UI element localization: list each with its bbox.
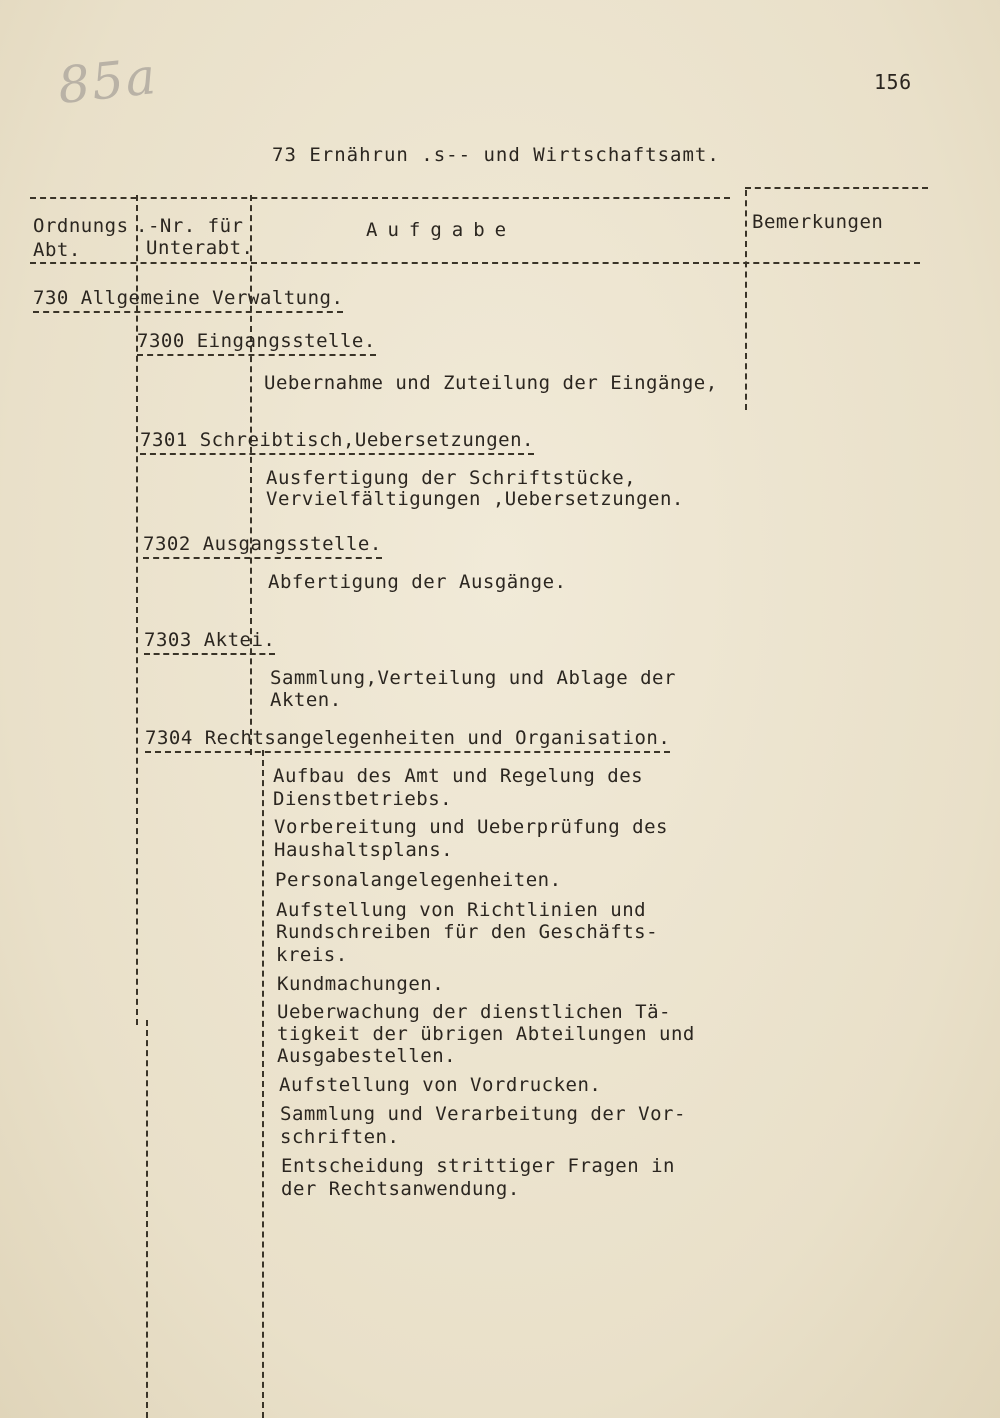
task-line: Vorbereitung und Ueberprüfung des <box>274 816 668 838</box>
page-title: 73 Ernährun .s-- und Wirtschaftsamt. <box>272 144 720 166</box>
handwritten-note: 85a <box>55 46 161 116</box>
task-line: Rundschreiben für den Geschäfts- <box>276 921 659 943</box>
task-line: schriften. <box>280 1126 400 1148</box>
column-divider-2 <box>250 195 252 755</box>
task-line: Aufstellung von Vordrucken. <box>279 1074 602 1096</box>
entry-description: Vervielfältigungen ,Uebersetzungen. <box>266 488 684 510</box>
entry-code: 7301 Schreibtisch,Uebersetzungen. <box>140 428 534 452</box>
task-line: Kundmachungen. <box>277 973 445 995</box>
header-col1-line2: Abt. <box>33 239 81 261</box>
header-col2-line1: .-Nr. für <box>136 215 244 237</box>
column-divider-3 <box>745 190 747 410</box>
entry-code: 7300 Eingangsstelle. <box>137 329 376 353</box>
task-line: Sammlung und Verarbeitung der Vor- <box>280 1103 686 1125</box>
entry-description: Ausfertigung der Schriftstücke, <box>266 467 637 489</box>
table-top-rule-right <box>745 187 928 189</box>
header-bottom-rule <box>30 262 920 264</box>
task-line: Ueberwachung der dienstlichen Tä- <box>277 1001 671 1023</box>
section-heading: 730 Allgemeine Verwaltung. <box>33 286 343 310</box>
entry-code: 7302 Ausgangsstelle. <box>143 532 382 556</box>
task-line: kreis. <box>276 944 348 966</box>
task-line: der Rechtsanwendung. <box>281 1178 520 1200</box>
entry-description: Sammlung,Verteilung und Ablage der <box>270 667 676 689</box>
entry-description: Akten. <box>270 689 342 711</box>
column-divider-1 <box>136 195 138 1025</box>
entry-description: Abfertigung der Ausgänge. <box>268 571 567 593</box>
task-line: Ausgabestellen. <box>277 1045 457 1067</box>
header-col3: Aufgabe <box>366 219 517 241</box>
task-line: Haushaltsplans. <box>274 839 454 861</box>
task-line: Personalangelegenheiten. <box>275 869 562 891</box>
table-top-rule <box>30 197 730 199</box>
header-col4: Bemerkungen <box>752 211 884 233</box>
task-line: tigkeit der übrigen Abteilungen und <box>277 1023 695 1045</box>
page-number: 156 <box>874 70 912 94</box>
task-line: Aufstellung von Richtlinien und <box>276 899 647 921</box>
task-line: Dienstbetriebs. <box>273 788 453 810</box>
header-col2-line2: Unterabt. <box>146 237 254 259</box>
column-divider-1-lower <box>146 1020 148 1418</box>
column-divider-2-lower <box>262 750 264 1418</box>
header-col1-line1: Ordnungs <box>33 215 129 237</box>
task-line: Aufbau des Amt und Regelung des <box>273 765 644 787</box>
entry-code: 7304 Rechtsangelegenheiten und Organisation. <box>145 726 670 750</box>
task-line: Entscheidung strittiger Fragen in <box>281 1155 675 1177</box>
entry-code: 7303 Aktei. <box>144 628 275 652</box>
entry-description: Uebernahme und Zuteilung der Eingänge, <box>264 372 718 394</box>
